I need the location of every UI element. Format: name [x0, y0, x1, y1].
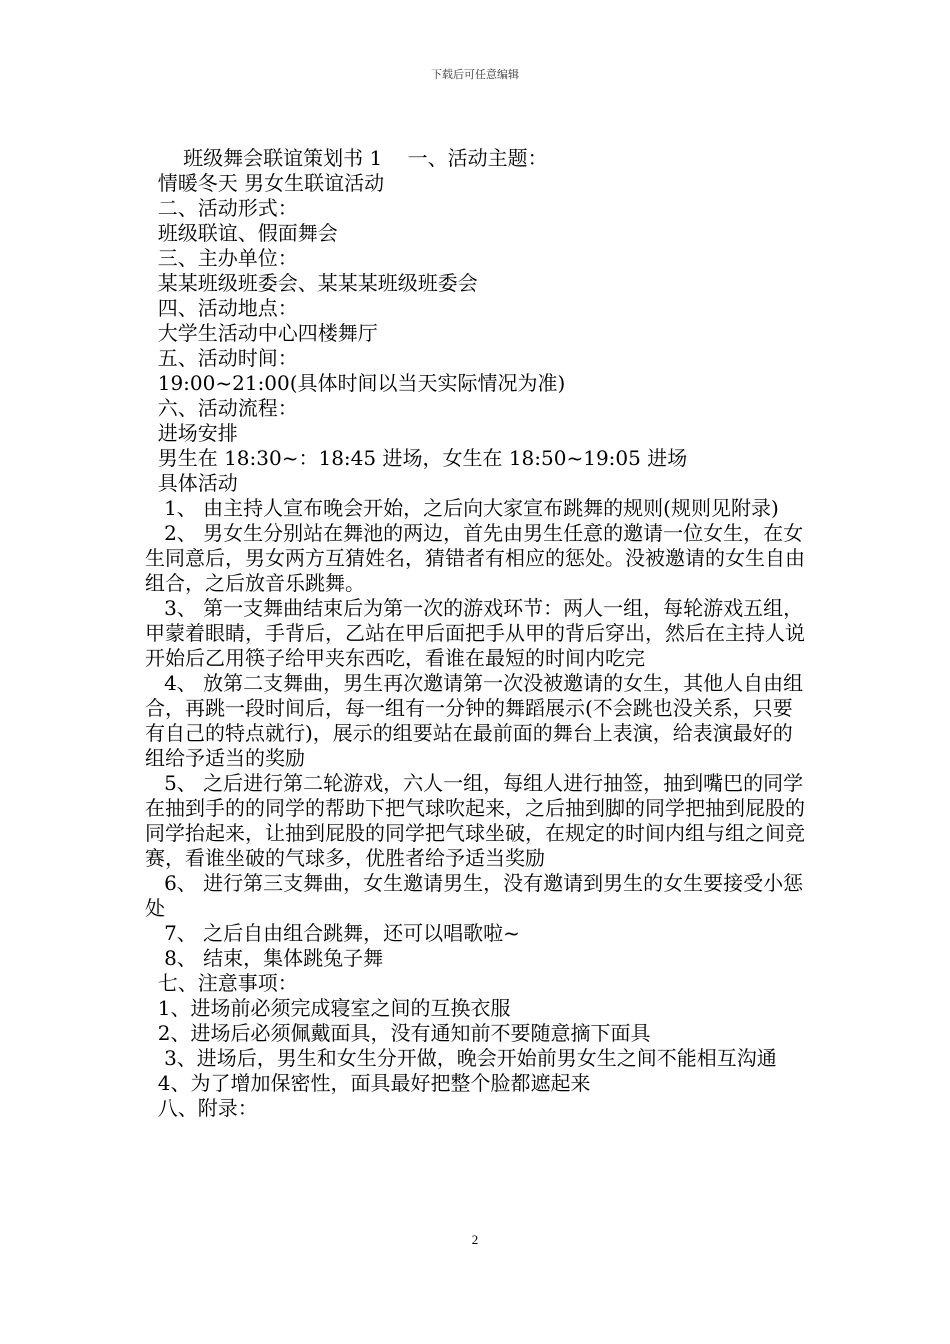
section-heading: 二、活动形式：	[145, 196, 298, 220]
notice-item: 2、进场后必须佩戴面具，没有通知前不要随意摘下面具	[145, 1021, 651, 1045]
text-line: 某某班级班委会、某某某班级班委会	[145, 271, 478, 295]
text-line: 情暖冬天 男女生联谊活动	[145, 171, 385, 195]
activity-item: 7、 之后自由组合跳舞，还可以唱歌啦~	[145, 921, 520, 945]
activity-item: 3、 第一支舞曲结束后为第一次的游戏环节：两人一组，每轮游戏五组，甲蒙着眼睛，手背后，乙站在甲后面把手从甲的背后穿出，然后在主持人说开始后乙用筷子给甲夹东西吃，看谁在最短的时间内吃完	[145, 596, 805, 670]
text-line: 班级联谊、假面舞会	[145, 221, 338, 245]
section-heading: 七、注意事项：	[145, 971, 298, 995]
text-line: 大学生活动中心四楼舞厅	[145, 321, 378, 345]
document-body	[145, 146, 810, 1121]
notice-item: 3、进场后，男生和女生分开做，晚会开始前男女生之间不能相互沟通	[145, 1046, 777, 1070]
text-line: 进场安排	[145, 421, 238, 445]
activity-item: 5、 之后进行第二轮游戏，六人一组，每组人进行抽签，抽到嘴巴的同学在抽到手的的同学的帮助下把气球吹起来，之后抽到脚的同学把抽到屁股的同学抬起来，让抽到屁股的同学把气球坐破，在规定的时间内组与组之间竞赛，看谁坐破的气球多，优胜者给予适当奖励	[145, 771, 805, 870]
activity-item: 4、 放第二支舞曲，男生再次邀请第一次没被邀请的女生，其他人自由组合，再跳一段时间后，每一组有一分钟的舞蹈展示(不会跳也没关系，只要有自己的特点就行)，展示的组要站在最前面的舞台上表演，给表演最好的组给予适当的奖励	[145, 671, 804, 770]
section-heading: 四、活动地点：	[145, 296, 298, 320]
title-line: 班级舞会联谊策划书 1 一、活动主题：	[145, 146, 548, 170]
text-line: 具体活动	[145, 471, 238, 495]
text-line: 男生在 18:30~：18:45 进场，女生在 18:50~19:05 进场	[145, 446, 688, 470]
activity-item: 2、 男女生分别站在舞池的两边，首先由男生任意的邀请一位女生，在女生同意后，男女两方互猜姓名，猜错者有相应的惩处。没被邀请的女生自由组合，之后放音乐跳舞。	[145, 521, 805, 595]
section-heading: 五、活动时间：	[145, 346, 298, 370]
activity-item: 6、 进行第三支舞曲，女生邀请男生，没有邀请到男生的女生要接受小惩处	[145, 871, 804, 920]
notice-item: 4、为了增加保密性，面具最好把整个脸都遮起来	[145, 1071, 591, 1095]
page-header: 下载后可任意编辑	[431, 68, 519, 81]
activity-item: 8、 结束，集体跳兔子舞	[145, 946, 384, 970]
activity-item: 1、 由主持人宣布晚会开始，之后向大家宣布跳舞的规则(规则见附录)	[145, 496, 779, 520]
section-heading: 八、附录：	[145, 1096, 258, 1120]
notice-item: 1、进场前必须完成寝室之间的互换衣服	[145, 996, 511, 1020]
page-number: 2	[471, 1232, 479, 1247]
section-heading: 六、活动流程：	[145, 396, 298, 420]
text-line: 19:00~21:00(具体时间以当天实际情况为准)	[145, 371, 566, 395]
section-heading: 三、主办单位：	[145, 246, 298, 270]
